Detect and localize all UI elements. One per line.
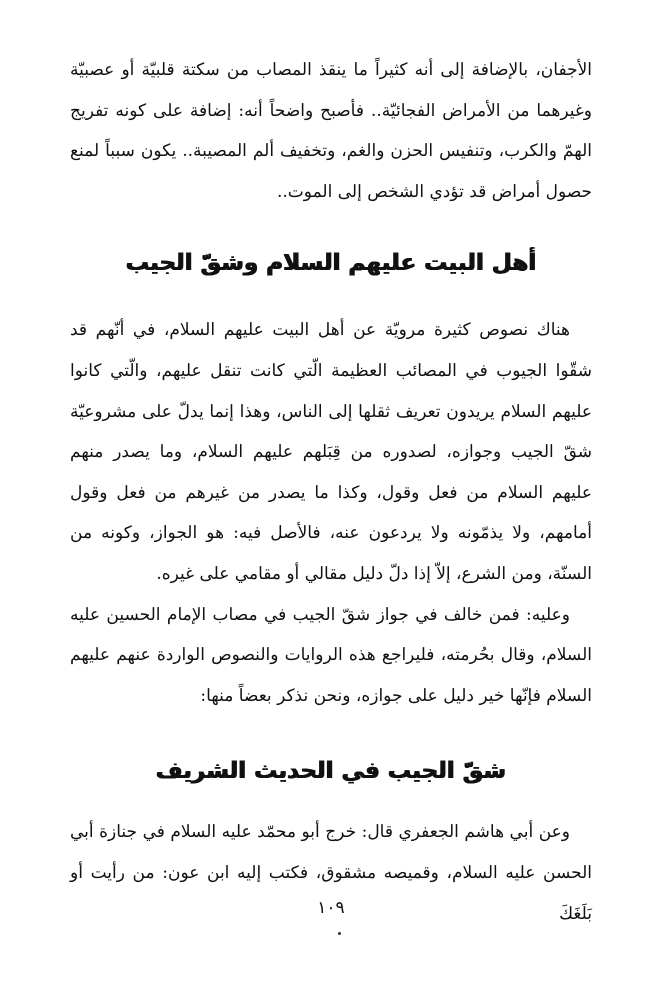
paragraph-texts-narrated: هناك نصوص كثيرة مرويّة عن أهل البيت عليهم السلام، في أنّهم قد شقّوا الجيوب في المصائب العظيمة الّتي كانت تنقل عليهم، والّتي كانوا عليهم السلام يريدون تعريف ثقلها إلى الناس، وهذا إنما يدلّ على مشروعيّة شقّ الجيب وجوازه، لصدوره من قِبَلهم عليهم السلام، وما يصدر منهم عليهم السلام من فعل وقول، وكذا ما يصدر من غيرهم من فعل وقول أمامهم، ولا يذمّونه ولا يردعون عنه، فالأصل فيه: هو الجواز، وكونه من السنّة، ومن الشرع، إلاّ إذا دلّ دليل مقالي أو مقامي على غيره. (70, 320, 592, 584)
section-heading-ahl-al-bayt: أهل البيت عليهم السلام وشقّ الجيب (125, 250, 537, 277)
page-number: ١٠٩ (317, 898, 345, 918)
section-heading-hadith: شقّ الجيب في الحديث الشريف (155, 758, 507, 785)
ink-dot (338, 932, 341, 935)
page-content (70, 50, 592, 934)
paragraph-ruling: وعليه: فمن خالف في جواز شقّ الجيب في مصاب الإمام الحسين عليه السلام، وقال بحُرمته، فليراجع هذه الروايات والنصوص الواردة عنهم عليهم السلام فإنّها خير دليل على جوازه، ونحن نذكر بعضاً منها: (70, 604, 592, 706)
paragraph-intro: الأجفان، بالإضافة إلى أنه كثيراً ما ينقذ المصاب من سكتة قلبيّة أو عصبيّة وغيرهما من الأمراض الفجائيّة.. فأصبح واضحاً أنه: إضافة على كونه تفريج الهمّ والكرب، وتنفيس الحزن والغم، وتخفيف ألم المصيبة.. يكون سبباً لمنع حصول أمراض قد تؤدي الشخص إلى الموت.. (70, 60, 592, 202)
paragraph-narration: وعن أبي هاشم الجعفري قال: خرج أبو محمّد عليه السلام في جنازة أبي الحسن عليه السلام، وقميصه مشقوق، فكتب إليه ابن عون: من رأيت أو بَلَغَكَ (70, 822, 592, 924)
